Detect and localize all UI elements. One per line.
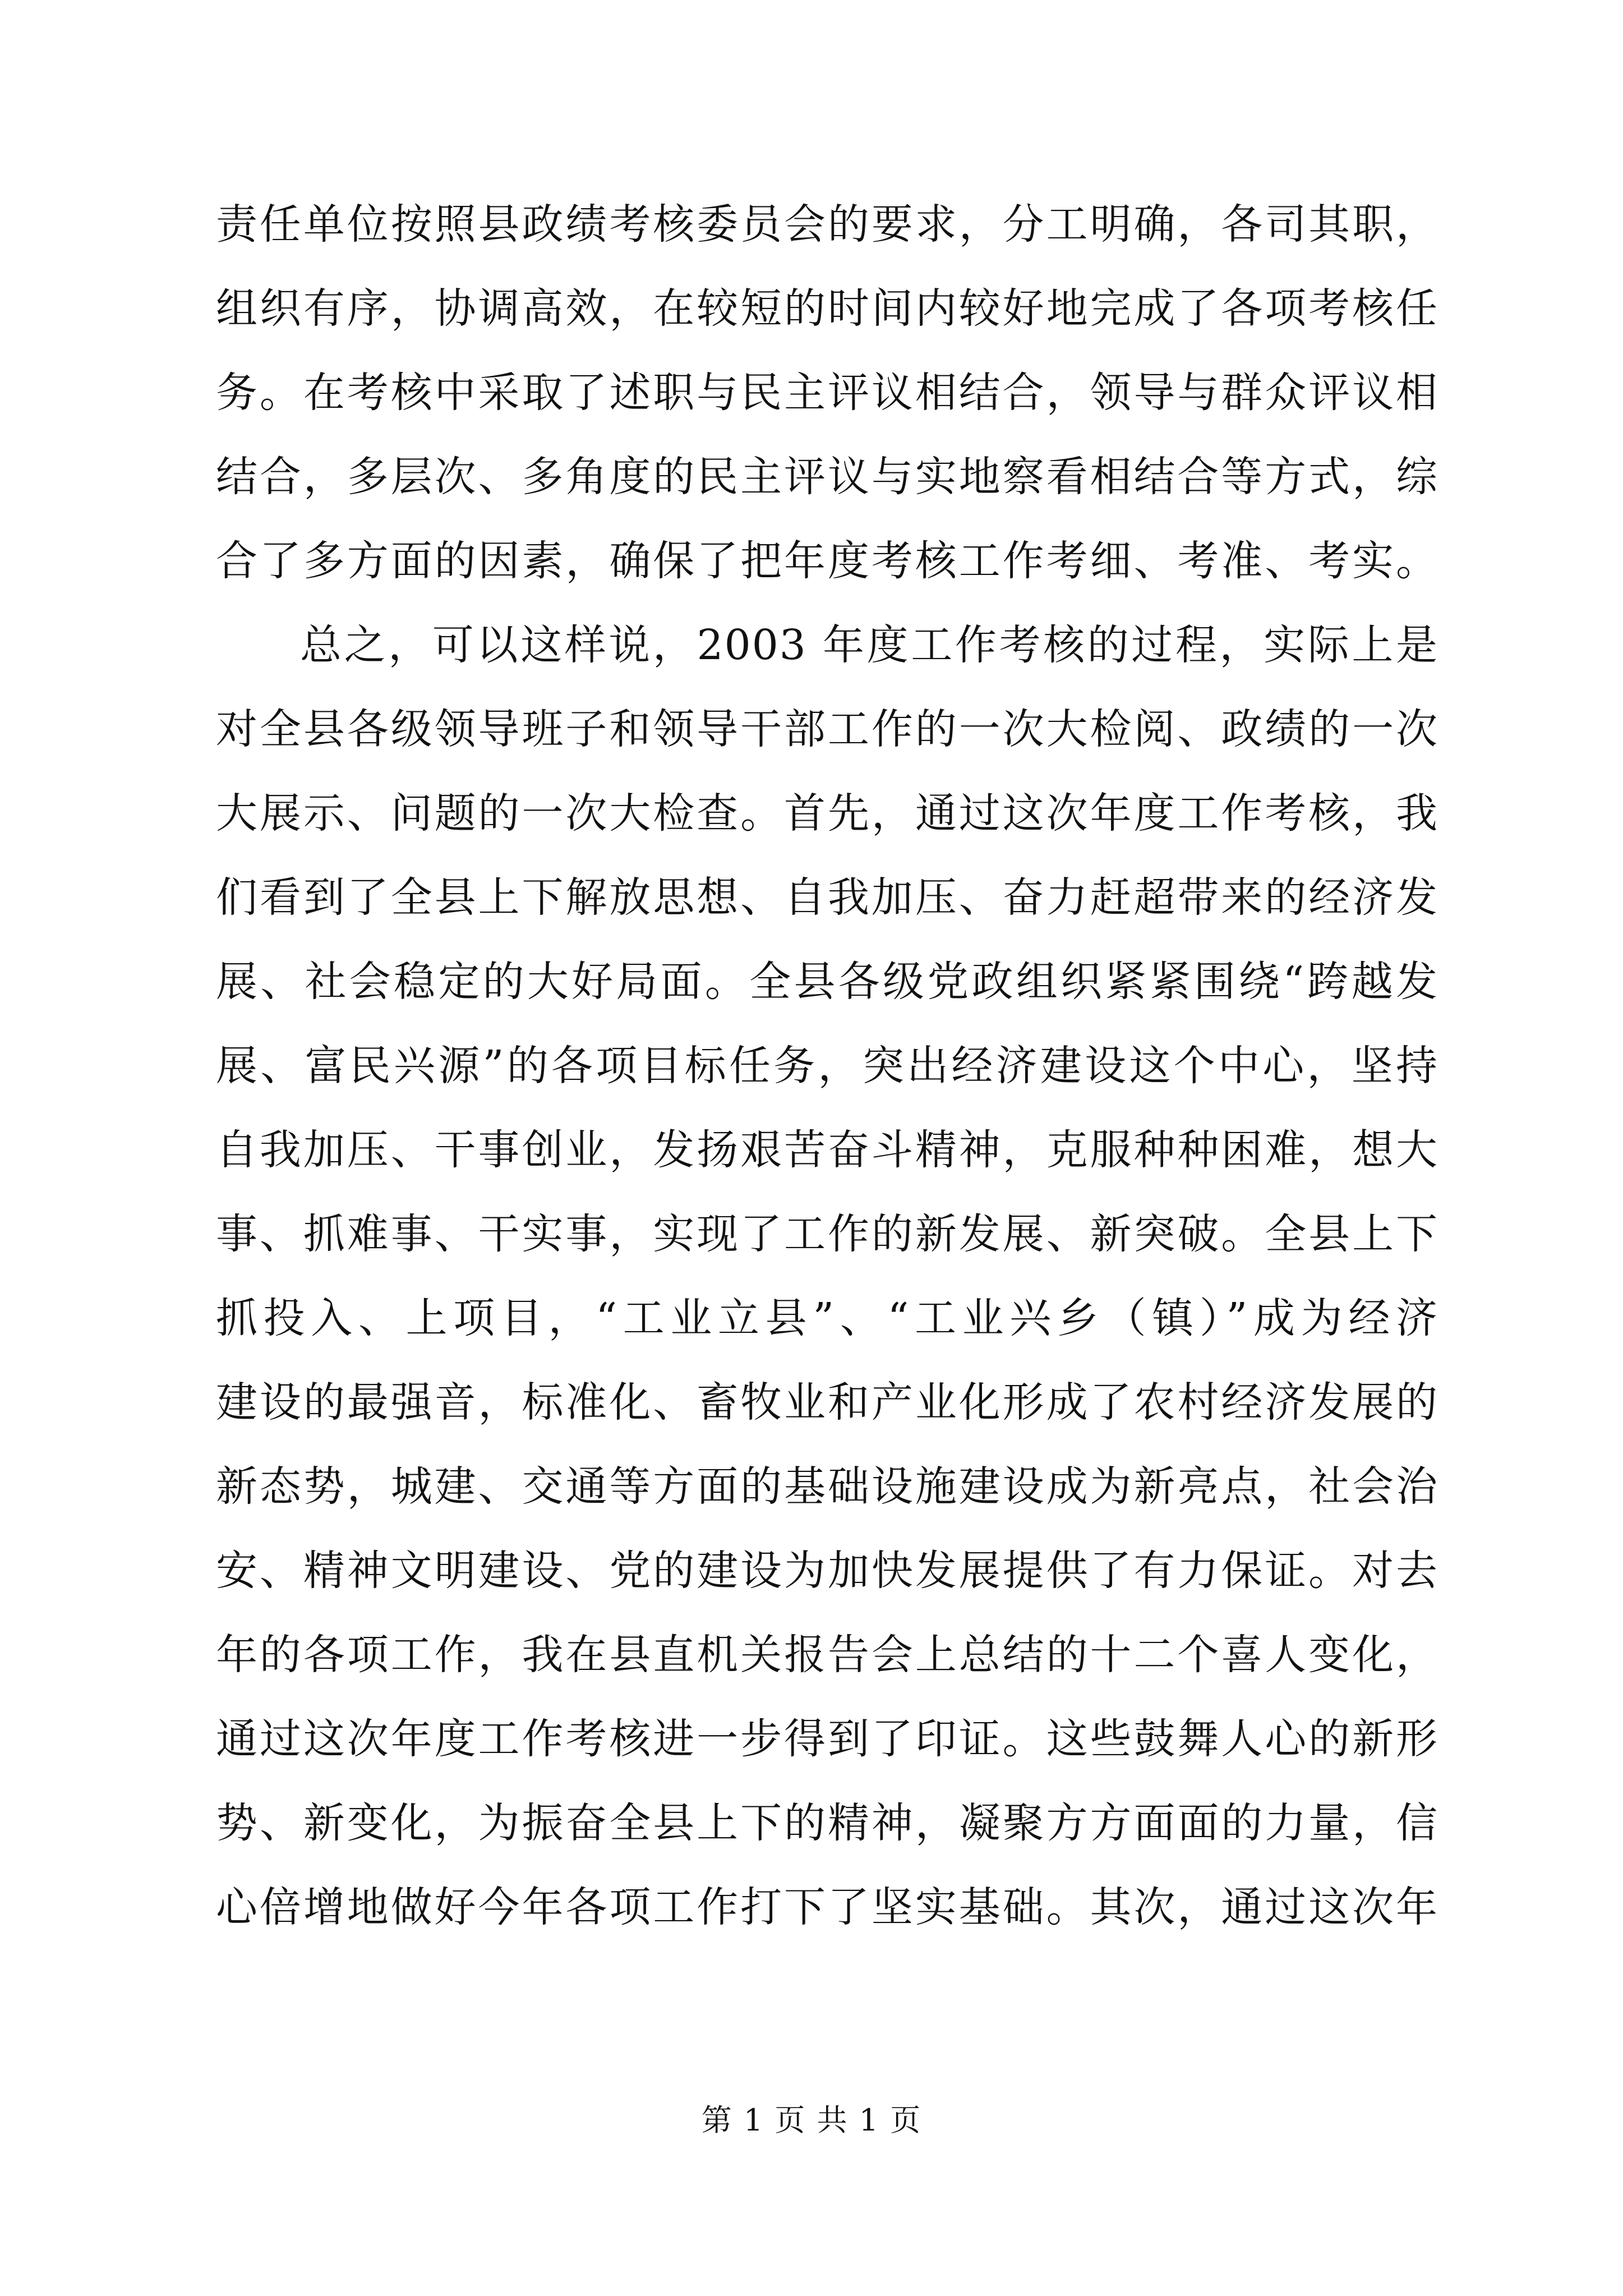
paragraph-1-line-5: 合了多方面的因素，确保了把年度考核工作考细、考准、考实。 [216, 537, 1438, 585]
paragraph-1-line-2: 组织有序，协调高效，在较短的时间内较好地完成了各项考核任 [216, 284, 1438, 333]
paragraph-1-line-4: 结合，多层次、多角度的民主评议与实地察看相结合等方式，综 [216, 453, 1438, 501]
paragraph-2-line-15: 势、新变化，为振奋全县上下的精神，凝聚方方面面的力量，信 [216, 1799, 1438, 1847]
paragraph-2-line-10: 建设的最强音，标准化、畜牧业和产业化形成了农村经济发展的 [216, 1378, 1438, 1427]
paragraph-1-line-3: 务。在考核中采取了述职与民主评议相结合，领导与群众评议相 [216, 369, 1438, 417]
document-body [216, 182, 1438, 1949]
paragraph-2-line-5: 展、社会稳定的大好局面。全县各级党政组织紧紧围绕“跨越发 [216, 958, 1438, 1006]
paragraph-2-line-11: 新态势，城建、交通等方面的基础设施建设成为新亮点，社会治 [216, 1462, 1438, 1511]
paragraph-2-line-12: 安、精神文明建设、党的建设为加快发展提供了有力保证。对去 [216, 1547, 1438, 1595]
paragraph-2-line-3: 大展示、问题的一次大检查。首先，通过这次年度工作考核，我 [216, 789, 1438, 838]
paragraph-2-line-4: 们看到了全县上下解放思想、自我加压、奋力赶超带来的经济发 [216, 873, 1438, 922]
paragraph-2-line-9: 抓投入、上项目，“工业立县”、“工业兴乡（镇）”成为经济 [216, 1294, 1438, 1342]
paragraph-2-line-16: 心倍增地做好今年各项工作打下了坚实基础。其次，通过这次年 [216, 1883, 1438, 1931]
page-number-footer: 第 1 页 共 1 页 [701, 2102, 922, 2138]
paragraph-2-line-14: 通过这次年度工作考核进一步得到了印证。这些鼓舞人心的新形 [216, 1715, 1438, 1763]
paragraph-2-line-2: 对全县各级领导班子和领导干部工作的一次大检阅、政绩的一次 [216, 705, 1438, 753]
paragraph-2-line-8: 事、抓难事、干实事，实现了工作的新发展、新突破。全县上下 [216, 1210, 1438, 1258]
paragraph-2-line-13: 年的各项工作，我在县直机关报告会上总结的十二个喜人变化， [216, 1631, 1438, 1679]
paragraph-1-line-1: 责任单位按照县政绩考核委员会的要求，分工明确，各司其职， [216, 200, 1438, 249]
paragraph-2-line-6: 展、富民兴源”的各项目标任务，突出经济建设这个中心，坚持 [216, 1042, 1438, 1090]
paragraph-2-line-7: 自我加压、干事创业，发扬艰苦奋斗精神，克服种种困难，想大 [216, 1126, 1438, 1174]
paragraph-2-line-1: 总之，可以这样说，2003 年度工作考核的过程，实际上是 [300, 621, 1438, 669]
